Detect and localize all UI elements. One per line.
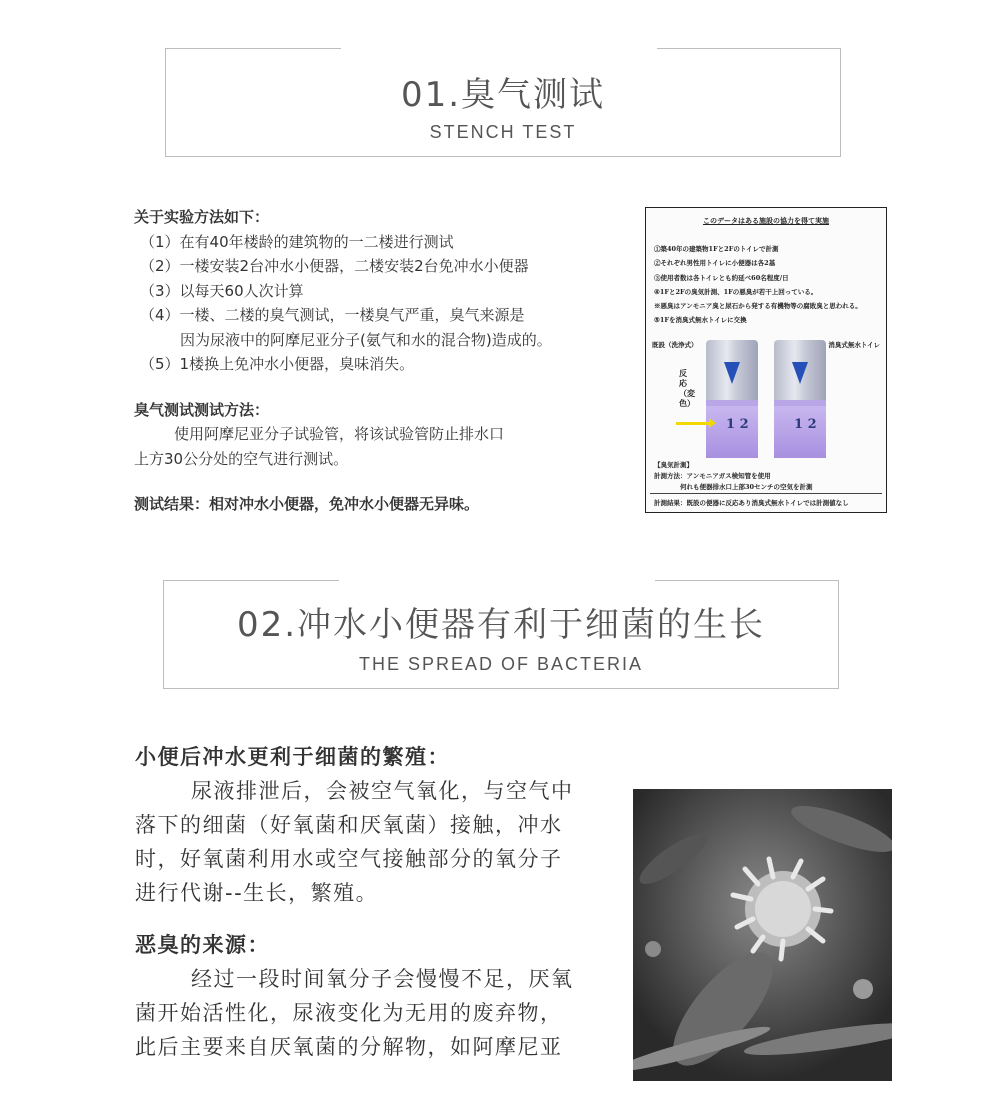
panel-measurement [654,460,882,493]
measurement-heading: 【臭気計測】 [654,461,693,469]
measurement-line: 計測方法：アンモニアガス検知管を使用 [654,472,771,480]
section2-subtitle: THE SPREAD OF BACTERIA [358,654,644,674]
paragraph-line: 尿液排泄后，会被空气氧化，与空气中 [191,779,574,803]
frame-gap [341,47,657,51]
panel-line: ①築40年の建築物1Fと2Fのトイレで計測 [654,245,779,253]
tube-number: 1 2 [726,417,749,432]
test-data-image [645,207,887,513]
panel-line: ※悪臭はアンモニア臭と尿石から発する有機物等の腐敗臭と思われる。 [654,302,862,311]
panel-line: ⑤1Fを消臭式無水トイレに交換 [654,316,747,325]
section1-text [134,205,634,517]
method-item: （1）在有40年楼龄的建筑物的一二楼进行测试 [140,232,454,251]
odor-source-heading: 恶臭的来源： [135,933,270,957]
section1-header [165,48,841,157]
bacteria-heading: 小便后冲水更利于细菌的繁殖： [135,745,450,769]
divider [650,493,882,494]
panel-lines [654,242,882,328]
paragraph-line: 此后主要来自厌氧菌的分解物，如阿摩尼亚 [135,1035,563,1059]
paragraph-line: 落下的细菌（好氧菌和厌氧菌）接触，冲水 [135,813,563,837]
arrow-down-icon [792,362,808,384]
test-heading: 臭气测试测试方法： [134,400,270,419]
panel-line: ④1Fと2Fの臭気計測、1Fの悪臭が若干上回っている。 [654,287,818,296]
method-item-continued: 因为尿液中的阿摩尼亚分子(氨气和水的混合物)造成的。 [180,330,552,349]
method-item: （4）一楼、二楼的臭气测试，一楼臭气严重，臭气来源是 [140,306,525,324]
frame-gap [339,579,655,583]
section1-title: 01.臭气测试 [400,75,606,115]
section2-title: 02.冲水小便器有利于细菌的生长 [236,605,766,645]
detector-tube-right [774,340,826,458]
panel-result: 計測結果：既設の便器に反応あり消臭式無水トイレでは計測値なし [654,499,849,507]
label-waterless-urinal: 消臭式無水トイレ [828,341,880,349]
label-flush-urinal: 既設（洗浄式） [652,341,698,349]
micrograph-svg [633,789,892,1081]
section2-header [163,580,839,689]
method-item: （5）1楼换上免冲水小便器，臭味消失。 [140,355,415,373]
section2-text [135,740,615,1064]
method-item: （2）一楼安装2台冲水小便器，二楼安装2台免冲水小便器 [140,257,529,275]
test-text: 使用阿摩尼亚分子试验管，将该试验管防止排水口 [174,425,505,443]
section1-subtitle: STENCH TEST [429,122,577,142]
method-item: （3）以每天60人次计算 [140,281,304,300]
paragraph-line: 经过一段时间氧分子会慢慢不足，厌氧 [191,967,574,991]
paragraph-line: 时，好氧菌利用水或空气接触部分的氧分子 [135,847,563,871]
detector-tube-left [706,340,758,458]
paragraph-line: 菌开始活性化，尿液变化为无用的废弃物， [135,1001,563,1025]
panel-line: ③使用者数は各トイレとも約延べ60名程度/日 [654,273,789,282]
panel-title: このデータはある施設の協力を得て実施 [703,216,829,225]
panel-line: ②それぞれ男性用トイレに小便器は各2基 [654,259,776,268]
tube-number: 1 2 [794,417,817,432]
arrow-down-icon [724,362,740,384]
test-result: 测试结果：相对冲水小便器，免冲水小便器无异味。 [134,495,480,513]
yellow-arrow-icon [676,422,710,425]
paragraph-line: 进行代谢--生长，繁殖。 [135,881,379,905]
bacteria-micrograph-image [633,789,892,1081]
measurement-line: 何れも便器排水口上部30センチの空気を計測 [680,483,813,491]
test-text: 上方30公分处的空气进行测试。 [134,449,349,468]
method-heading: 关于实验方法如下： [134,208,270,226]
reaction-label: 反応（変色） [679,368,695,408]
